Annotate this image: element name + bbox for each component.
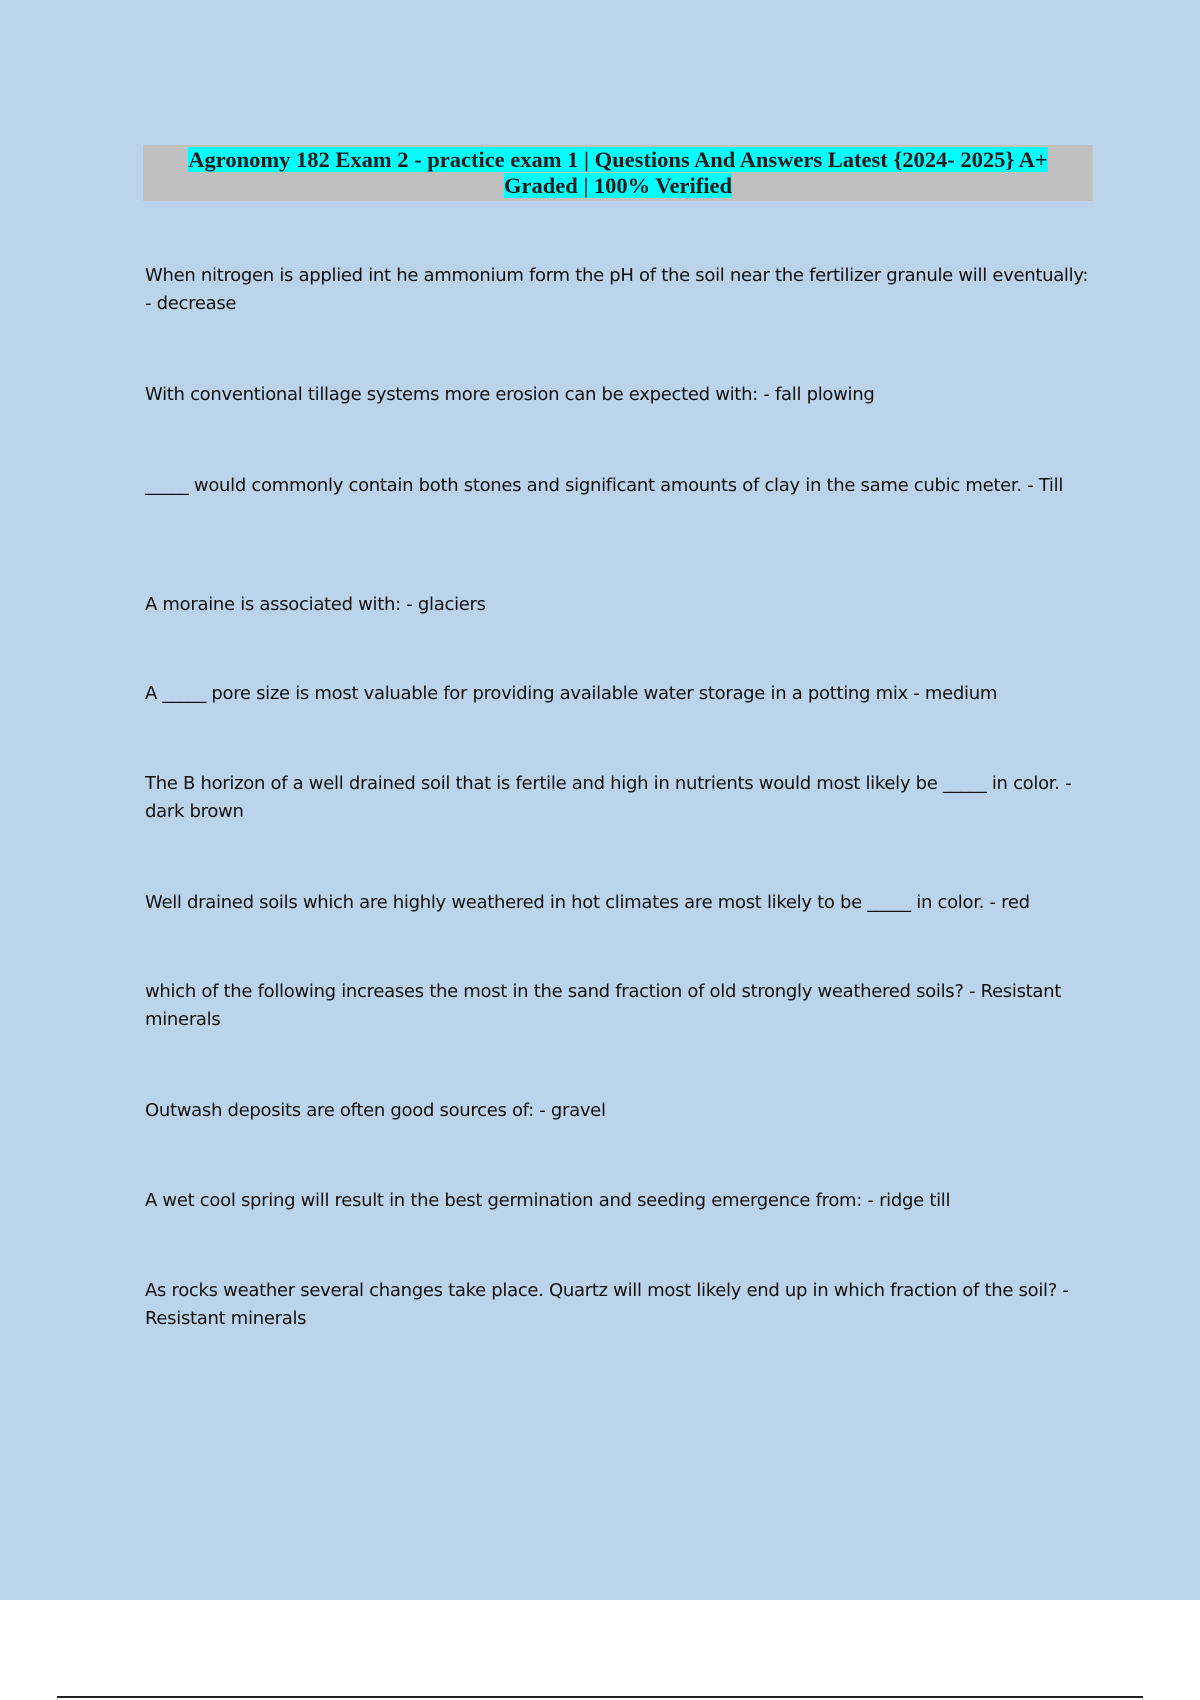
footer-divider [57, 1696, 1143, 1698]
qa-item: _____ would commonly contain both stones and significant amounts of clay in the same cubic meter. - Till [145, 475, 1064, 496]
qa-item: A wet cool spring will result in the best germination and seeding emergence from: - ridge till [145, 1190, 951, 1211]
document-title [143, 145, 1093, 201]
qa-item: A _____ pore size is most valuable for providing available water storage in a potting mix - medium [145, 683, 998, 704]
qa-item: With conventional tillage systems more erosion can be expected with: - fall plowing [145, 384, 875, 405]
qa-item: As rocks weather several changes take place. Quartz will most likely end up in which fraction of the soil? - Resistant minerals [145, 1280, 1069, 1329]
title-line-2: Graded | 100% Verified [503, 173, 733, 198]
qa-item: When nitrogen is applied int he ammonium form the pH of the soil near the fertilizer granule will eventually: - decrease [145, 265, 1089, 314]
qa-item: Well drained soils which are highly weathered in hot climates are most likely to be _____ in color. - red [145, 892, 1030, 913]
qa-item: A moraine is associated with: - glaciers [145, 594, 486, 615]
qa-item: which of the following increases the most in the sand fraction of old strongly weathered soils? - Resistant minerals [145, 981, 1062, 1030]
qa-item: The B horizon of a well drained soil that is fertile and high in nutrients would most likely be _____ in color. - dark brown [145, 773, 1072, 822]
title-line-1: Agronomy 182 Exam 2 - practice exam 1 | Questions And Answers Latest {2024- 2025} A+ [188, 147, 1048, 172]
qa-item: Outwash deposits are often good sources of: - gravel [145, 1100, 606, 1121]
